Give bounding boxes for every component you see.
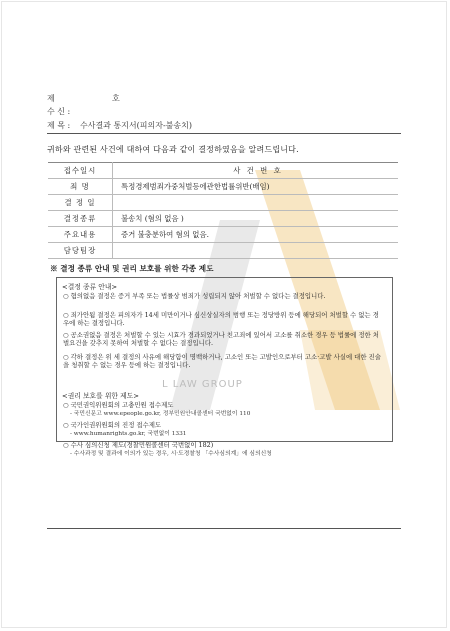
guide-item: ○ 공소권없음 결정은 처벌할 수 있는 시효가 경과되었거나 친고죄에 있어서 고소를 취소한 경우 등 법률에 정한 처벌요건을 갖추지 못하여 처벌할 수 없다는 결정입니다. bbox=[63, 331, 379, 348]
rights-item-detail: - www.humanrights.go.kr, 국번없이 1331 bbox=[70, 431, 187, 437]
footer-divider bbox=[47, 528, 401, 529]
row-value: 사 건 번 호 bbox=[113, 163, 399, 179]
notice-title: ※ 결정 종류 안내 및 권리 보호를 위한 각종 제도 bbox=[50, 264, 214, 273]
table-row bbox=[48, 243, 398, 259]
row-value: 불송치 (혐의 없음 ) bbox=[113, 211, 399, 227]
row-label: 주요내용 bbox=[48, 227, 113, 243]
table-row bbox=[48, 195, 398, 211]
intro-text: 귀하와 관련된 사건에 대하여 다음과 같이 결정하였음을 알려드립니다. bbox=[47, 145, 299, 154]
table-row bbox=[48, 227, 398, 243]
row-value bbox=[113, 195, 399, 211]
guide-item: ○ 죄가안됨 결정은 피의자가 14세 미만이거나 심신상실자의 범행 또는 정당방위 등에 해당되어 처벌할 수 없는 경우에 하는 결정입니다. bbox=[63, 311, 379, 328]
table-row bbox=[48, 179, 398, 195]
rights-item-detail: - 국민신문고 www.epeople.go.kr, 정부민원안내콜센터 국번없이 110 bbox=[70, 411, 251, 417]
recipient-label: 수 신 : bbox=[47, 107, 71, 116]
watermark-text: L LAW GROUP bbox=[162, 379, 243, 390]
table-row bbox=[48, 211, 398, 227]
rights-heading: <권리 보호를 위한 제도> bbox=[62, 392, 139, 400]
guide-item: ○ 각하 결정은 위 세 결정의 사유에 해당함이 명백하거나, 고소인 또는 고발인으로부터 고소·고발 사실에 대한 진술을 청취할 수 없는 경우 등에 하는 결정입니다. bbox=[63, 353, 381, 370]
rights-item-title: ○ 국가인권위원회의 진정 접수제도 bbox=[63, 421, 162, 429]
row-label: 죄 명 bbox=[48, 179, 113, 195]
row-value bbox=[113, 243, 399, 259]
rights-item-detail: - 수사과정 및 결과에 이의가 있는 경우, 시·도경찰청 「수사심의계」에 심의신청 bbox=[70, 451, 272, 457]
header-divider bbox=[47, 133, 401, 134]
document-number-label: 제 bbox=[47, 94, 55, 103]
rights-item-title: ○ 국민권익위원회의 고충민원 접수제도 bbox=[63, 401, 174, 409]
row-label: 결정종류 bbox=[48, 211, 113, 227]
rights-item-title: ○ 수사 심의신청 제도(경찰민원콜센터 국번없이 182) bbox=[63, 441, 214, 449]
document-number-suffix: 호 bbox=[112, 94, 120, 103]
subject-text: 수사결과 통지서(피의자-불송치) bbox=[80, 121, 192, 130]
row-label: 담당팀장 bbox=[48, 243, 113, 259]
case-info-table bbox=[48, 162, 398, 259]
row-label: 접수일시 bbox=[48, 163, 113, 179]
row-label: 결 정 일 bbox=[48, 195, 113, 211]
table-row bbox=[48, 163, 398, 179]
guide-item: ○ 혐의없음 결정은 증거 부족 또는 법률상 범죄가 성립되지 않아 처벌할 수 없다는 결정입니다. bbox=[63, 292, 326, 300]
row-value: 증거 불충분하여 혐의 없음. bbox=[113, 227, 399, 243]
row-value: 특정경제범죄가중처벌등에관한법률위반(배임) bbox=[113, 179, 399, 195]
subject-label: 제 목 : bbox=[47, 121, 71, 130]
guide-heading: <결정 종류 안내> bbox=[62, 283, 118, 291]
